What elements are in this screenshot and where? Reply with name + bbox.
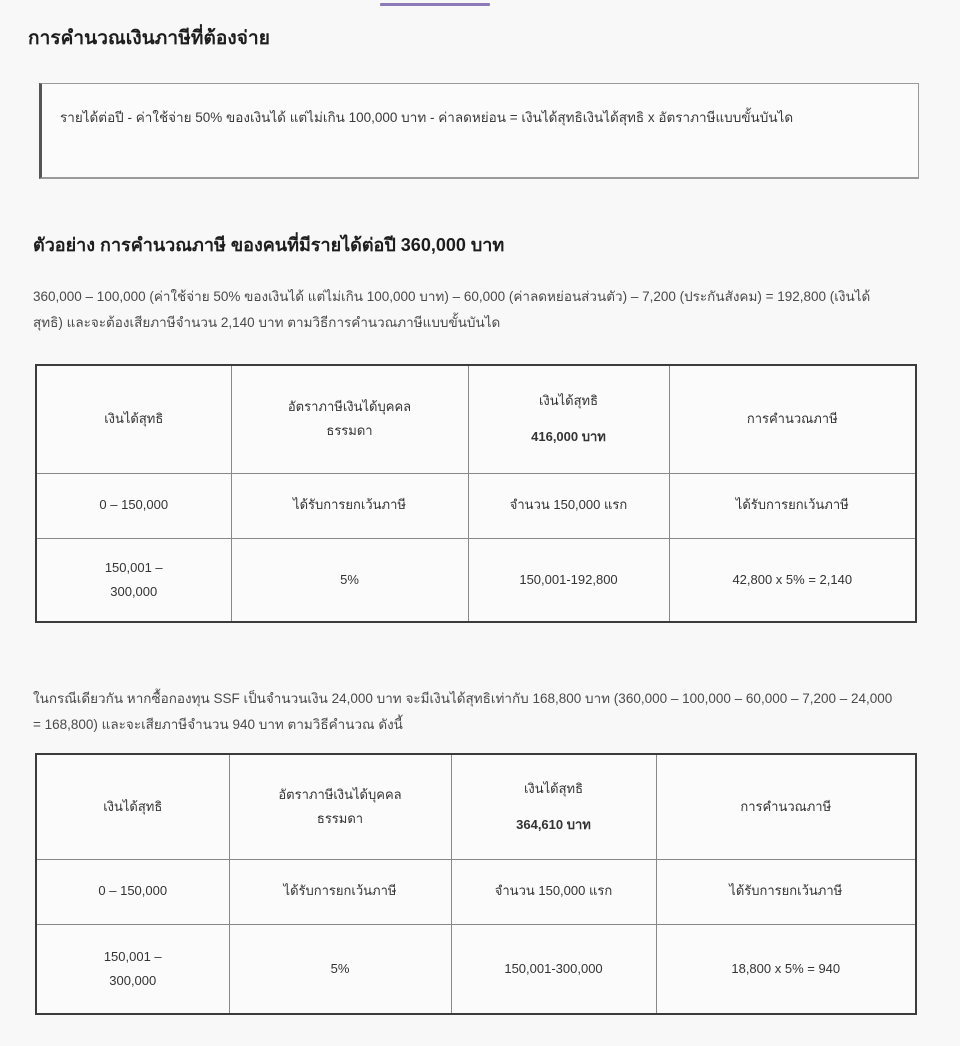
- table-header-row: [36, 365, 916, 473]
- ssf-case-paragraph: ในกรณีเดียวกัน หากซื้อกองทุน SSF เป็นจำนวนเงิน 24,000 บาท จะมีเงินได้สุทธิเท่ากับ 168,800 บาท (360,000 – 100,000 – 60,000 – 7,200 – 24,000 = 168,800) และจะเสียภาษีจำนวน 940 บาท ตามวิธีคำนวณ ดังนี้: [33, 690, 893, 732]
- header-tax-rate-line1: อัตราภาษีเงินได้บุคคล: [278, 786, 402, 802]
- header-net-income-value: 416,000 บาท: [531, 429, 606, 445]
- header-net-income-amount: [451, 754, 656, 859]
- cell-bracket: [36, 538, 231, 622]
- table-row: [36, 538, 916, 622]
- cell-bracket-line2: 300,000: [110, 583, 158, 599]
- cell-net-income: จำนวน 150,000 แรก: [451, 859, 656, 924]
- header-net-income-label: เงินได้สุทธิ: [538, 393, 599, 409]
- tax-table-ssf: [35, 753, 917, 1015]
- header-tax-calculation: การคำนวณภาษี: [656, 754, 916, 859]
- header-tax-rate-line2: ธรรมดา: [316, 810, 364, 826]
- cell-bracket: [36, 924, 229, 1014]
- cell-calculation: 42,800 x 5% = 2,140: [669, 538, 916, 622]
- table-header-row: [36, 754, 916, 859]
- cell-bracket: 0 – 150,000: [36, 859, 229, 924]
- cell-calculation: 18,800 x 5% = 940: [656, 924, 916, 1014]
- cell-rate: 5%: [229, 924, 451, 1014]
- header-tax-rate: [229, 754, 451, 859]
- tax-table-primary: [35, 364, 917, 623]
- table-row: [36, 473, 916, 538]
- header-net-income: เงินได้สุทธิ: [36, 365, 231, 473]
- header-net-income-value: 364,610 บาท: [516, 816, 591, 832]
- header-tax-rate: [231, 365, 468, 473]
- formula-callout-box: [39, 83, 919, 179]
- header-tax-rate-line2: ธรรมดา: [326, 423, 373, 439]
- header-net-income: เงินได้สุทธิ: [36, 754, 229, 859]
- cell-calculation: ได้รับการยกเว้นภาษี: [669, 473, 916, 538]
- page-title: การคำนวณเงินภาษีที่ต้องจ่าย: [28, 27, 271, 49]
- table-row: [36, 859, 916, 924]
- formula-text: รายได้ต่อปี - ค่าใช้จ่าย 50% ของเงินได้ แต่ไม่เกิน 100,000 บาท - ค่าลดหย่อน = เงินได้สุทธิเงินได้สุทธิ x อัตราภาษีแบบขั้นบันได: [60, 110, 794, 125]
- cell-net-income: 150,001-300,000: [451, 924, 656, 1014]
- cell-net-income: 150,001-192,800: [468, 538, 669, 622]
- example-calculation-paragraph: 360,000 – 100,000 (ค่าใช้จ่าย 50% ของเงินได้ แต่ไม่เกิน 100,000 บาท) – 60,000 (ค่าลดหย่อนส่วนตัว) – 7,200 (ประกันสังคม) = 192,800 (เงินได้สุทธิ) และจะต้องเสียภาษีจำนวน 2,140 บาท ตามวิธีการคำนวณภาษีแบบขั้นบันได: [33, 288, 871, 330]
- header-tax-calculation: การคำนวณภาษี: [669, 365, 916, 473]
- cell-calculation: ได้รับการยกเว้นภาษี: [656, 859, 916, 924]
- accent-rule: [380, 3, 490, 6]
- table-row: [36, 924, 916, 1014]
- cell-bracket-line1: 150,001 –: [103, 948, 162, 964]
- cell-rate: ได้รับการยกเว้นภาษี: [229, 859, 451, 924]
- example-heading: ตัวอย่าง การคำนวณภาษี ของคนที่มีรายได้ต่อปี 360,000 บาท: [33, 234, 505, 255]
- cell-rate: ได้รับการยกเว้นภาษี: [231, 473, 468, 538]
- header-tax-rate-line1: อัตราภาษีเงินได้บุคคล: [287, 399, 412, 415]
- cell-bracket-line2: 300,000: [109, 972, 157, 988]
- cell-net-income: จำนวน 150,000 แรก: [468, 473, 669, 538]
- cell-bracket-line1: 150,001 –: [104, 559, 163, 575]
- cell-rate: 5%: [231, 538, 468, 622]
- header-net-income-amount: [468, 365, 669, 473]
- header-net-income-label: เงินได้สุทธิ: [523, 780, 584, 796]
- cell-bracket: 0 – 150,000: [36, 473, 231, 538]
